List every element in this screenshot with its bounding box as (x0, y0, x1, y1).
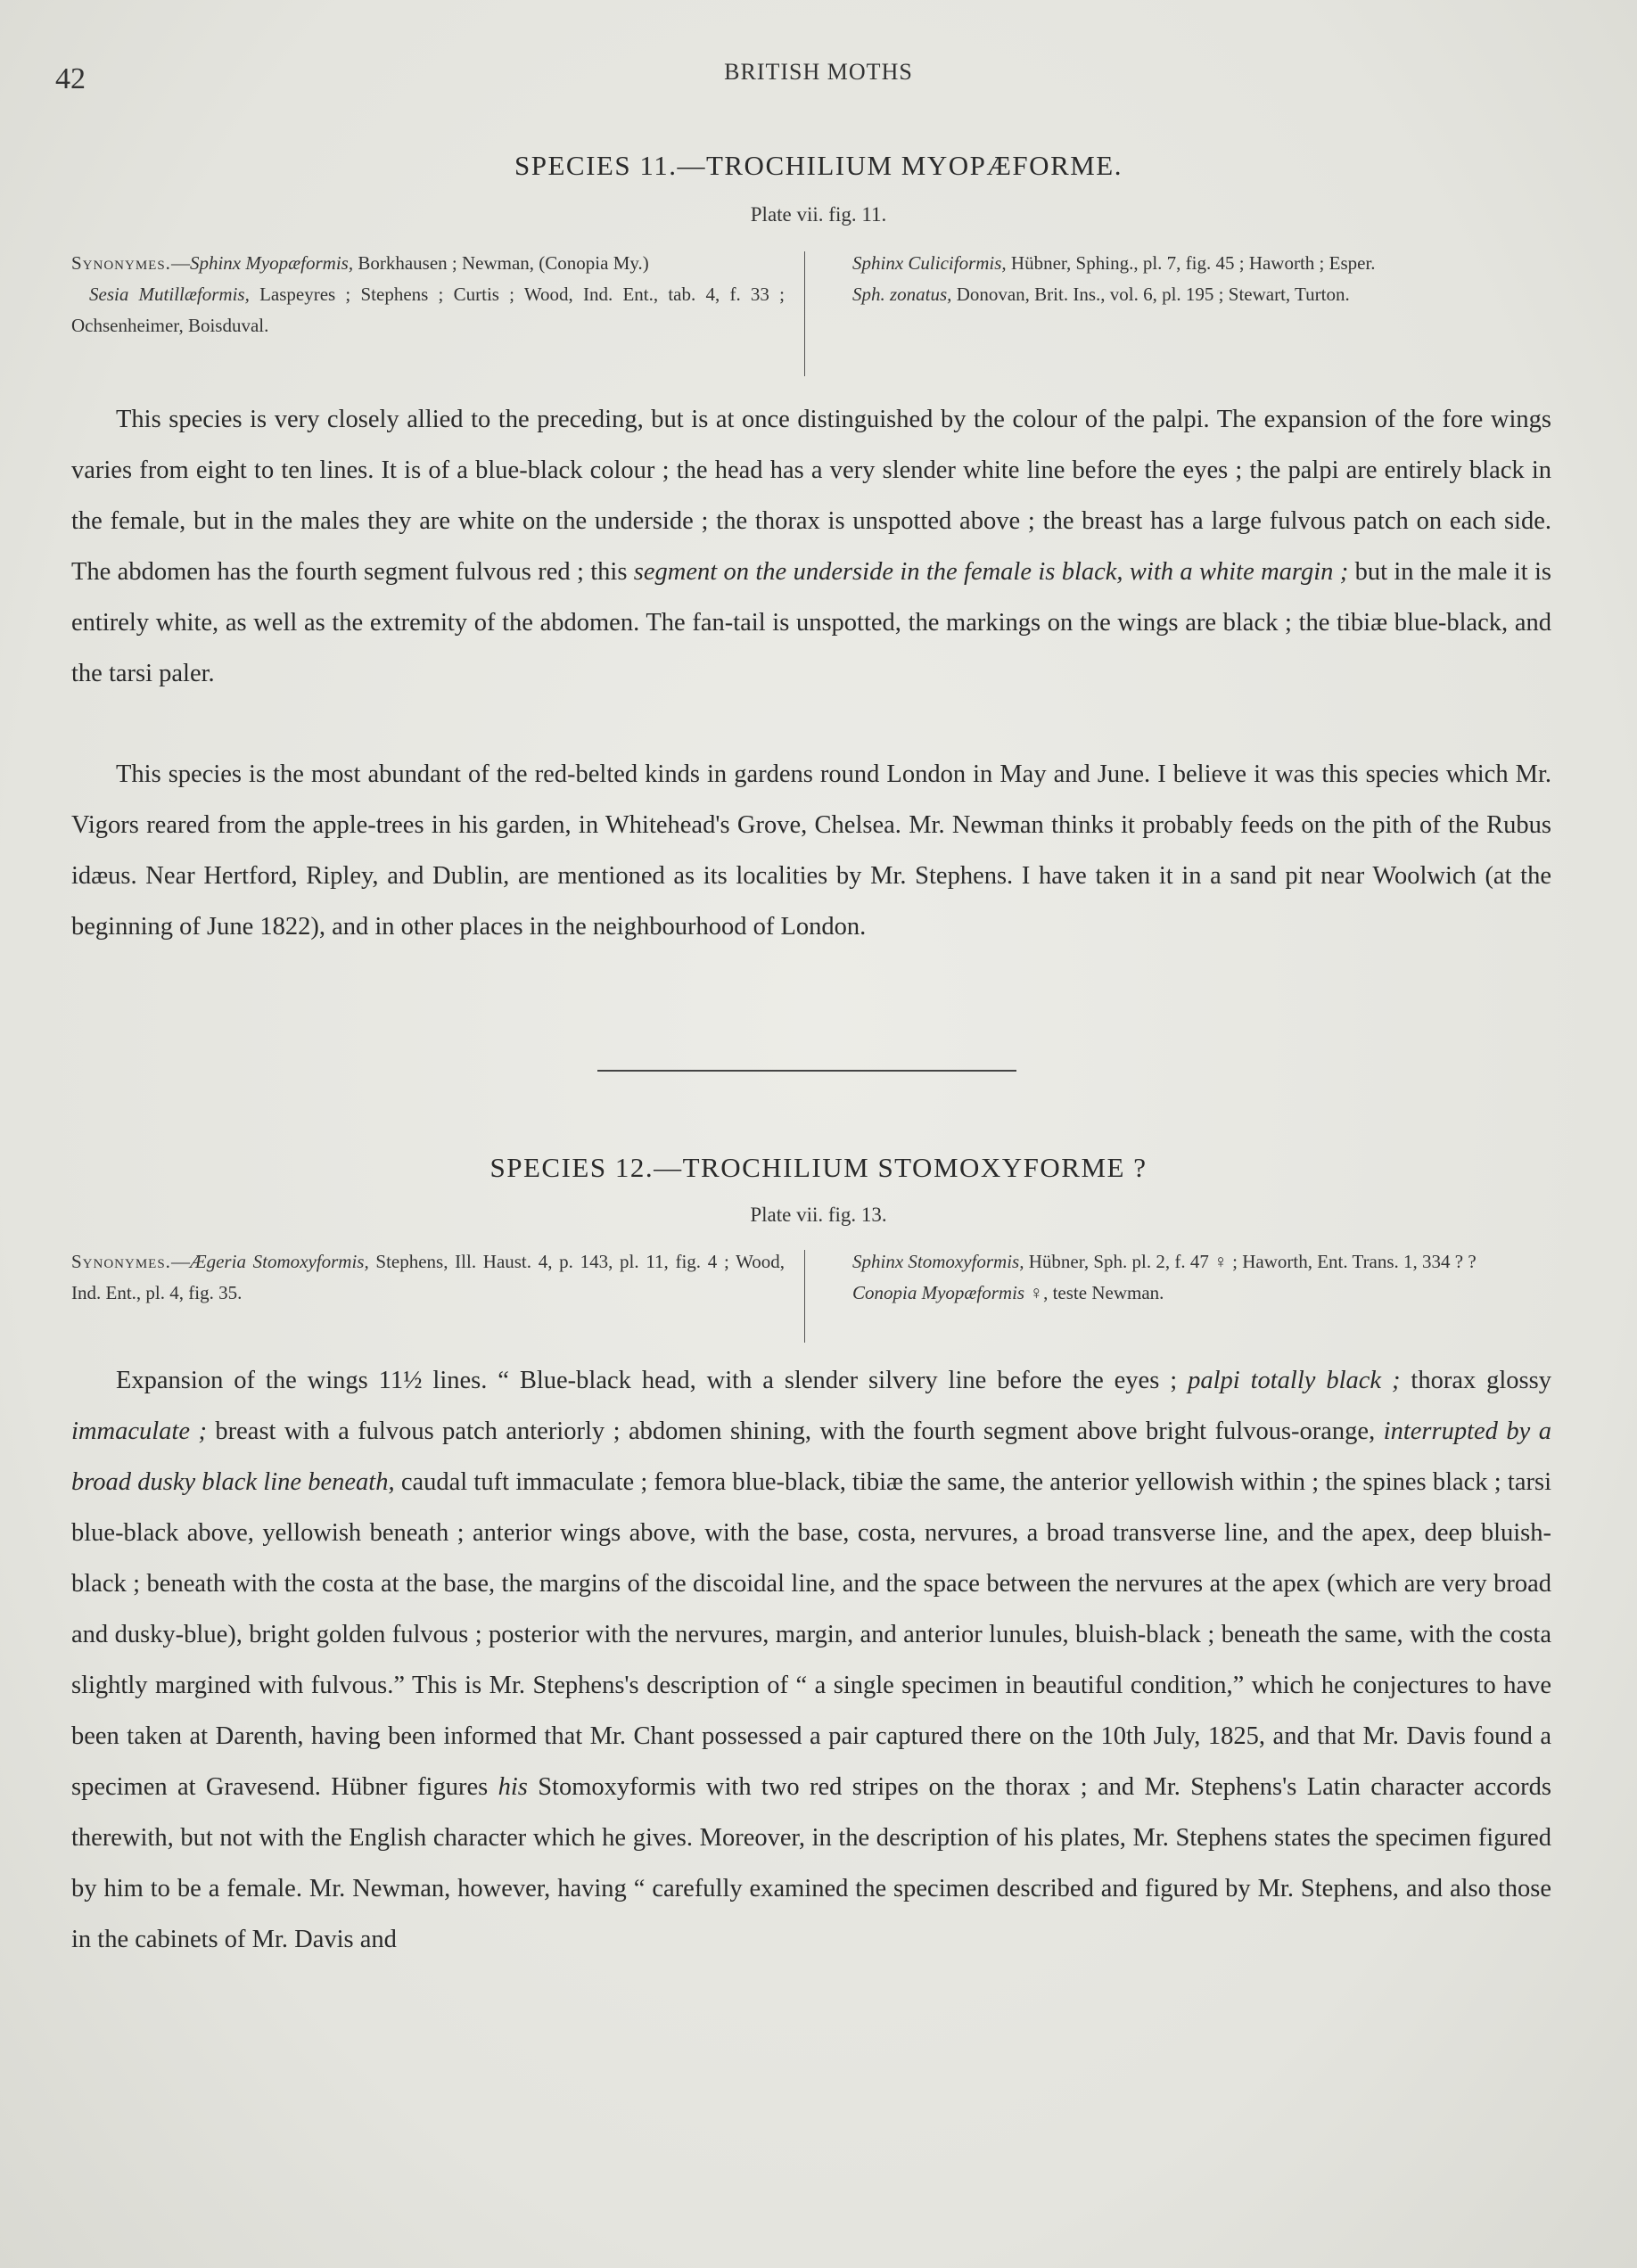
synonymes-label: Synonymes. (71, 252, 171, 274)
species-11-plate-ref: Plate vii. fig. 11. (750, 203, 887, 226)
species-12-synonyms-left: Synonymes.—Ægeria Stomoxyformis, Stephens, Ill. Haust. 4, p. 143, pl. 11, fig. 4 ; Wood, Ind. Ent., pl. 4, fig. 35. (71, 1251, 785, 1303)
species-12-title: SPECIES 12.—TROCHILIUM STOMOXYFORME ? (489, 1152, 1148, 1183)
species-11-paragraph-1: This species is very closely allied to the preceding, but is at once distinguished by the colour of the palpi. The expansion of the fore wings varies from eight to ten lines. It is of a blue-black colour ; the head has a very slender white line before the eyes ; the palpi are entirely black in the female, but in the males they are white on the underside ; the thorax is unspotted above ; the breast has a large fulvous patch on each side. The abdomen has the fourth segment fulvous red ; this segment on the underside in the female is black, with a white margin ; but in the male it is entirely white, as well as the extremity of the abdomen. The fan-tail is unspotted, the markings on the wings are black ; the tibiæ blue-black, and the tarsi paler. (71, 406, 1552, 687)
synonym-name: Sesia Mutillæformis, (89, 284, 250, 305)
synonyms-divider (804, 1250, 805, 1343)
synonym-name: Conopia Myopæformis (852, 1282, 1025, 1303)
species-11-title: SPECIES 11.—TROCHILIUM MYOPÆFORME. (514, 150, 1123, 181)
page-number: 42 (55, 62, 86, 95)
synonymes-label: Synonymes. (71, 1251, 171, 1272)
synonym-name: Sphinx Culiciformis, (852, 252, 1007, 274)
species-12-plate-ref: Plate vii. fig. 13. (750, 1204, 887, 1226)
species-11-synonyms-left: Synonymes.—Sphinx Myopæformis, Borkhausen ; Newman, (Conopia My.) Sesia Mutillæformis, Laspeyres ; Stephens ; Curtis ; Wood, Ind. Ent., tab. 4, f. 33 ; Ochsenheimer, Boisduval. (71, 252, 785, 336)
synonym-name: Sphinx Stomoxyformis, (852, 1251, 1024, 1272)
section-divider (597, 1070, 1016, 1072)
synonym-name: Sphinx Myopæformis, (189, 252, 354, 274)
species-12-paragraph-1: Expansion of the wings 11½ lines. “ Blue-black head, with a slender silvery line before the eyes ; palpi totally black ; thorax glossy immaculate ; breast with a fulvous patch anteriorly ; abdomen shining, with the fourth segment above bright fulvous-orange, interrupted by a broad dusky black line beneath, caudal tuft immaculate ; femora blue-black, tibiæ the same, the anterior yellowish within ; the spines black ; tarsi blue-black above, yellowish beneath ; anterior wings above, with the base, costa, nervures, a broad transverse line, and the apex, deep bluish-black ; beneath with the costa at the base, the margins of the discoidal line, and the space between the nervures at the apex (which are very broad and dusky-blue), bright golden fulvous ; posterior with the nervures, margin, and anterior lunules, bluish-black ; beneath the same, with the costa slightly margined with fulvous.” This is Mr. Stephens's description of “ a single specimen in beautiful condition,” which he conjectures to have been taken at Darenth, having been informed that Mr. Chant possessed a pair captured there on the 10th July, 1825, and that Mr. Davis found a specimen at Gravesend. Hübner figures his Stomoxyformis with two red stripes on the thorax ; and Mr. Stephens's Latin character accords therewith, but not with the English character which he gives. Moreover, in the description of his plates, Mr. Stephens states the specimen figured by him to be a female. Mr. Newman, however, having “ carefully examined the specimen described and figured by Mr. Stephens, and also those in the cabinets of Mr. Davis and (71, 1367, 1552, 1953)
synonym-name: Sph. zonatus, (852, 284, 952, 305)
synonyms-divider (804, 251, 805, 376)
running-title: BRITISH MOTHS (724, 59, 913, 85)
species-11-synonyms-right: Sphinx Culiciformis, Hübner, Sphing., pl. 7, fig. 45 ; Haworth ; Esper. Sph. zonatus, Donovan, Brit. Ins., vol. 6, pl. 195 ; Stewart, Turton. (852, 252, 1376, 305)
synonym-name: Ægeria Stomoxyformis, (189, 1251, 369, 1272)
species-11-paragraph-2: This species is the most abundant of the red-belted kinds in gardens round London in May and June. I believe it was this species which Mr. Vigors reared from the apple-trees in his garden, in Whitehead's Grove, Chelsea. Mr. Newman thinks it probably feeds on the pith of the Rubus idæus. Near Hertford, Ripley, and Dublin, are mentioned as its localities by Mr. Stephens. I have taken it in a sand pit near Woolwich (at the beginning of June 1822), and in other places in the neighbourhood of London. (71, 760, 1551, 941)
species-12-synonyms-right: Sphinx Stomoxyformis, Hübner, Sph. pl. 2, f. 47 ♀ ; Haworth, Ent. Trans. 1, 334 ? ? Conopia Myopæformis ♀, teste Newman. (852, 1251, 1477, 1303)
